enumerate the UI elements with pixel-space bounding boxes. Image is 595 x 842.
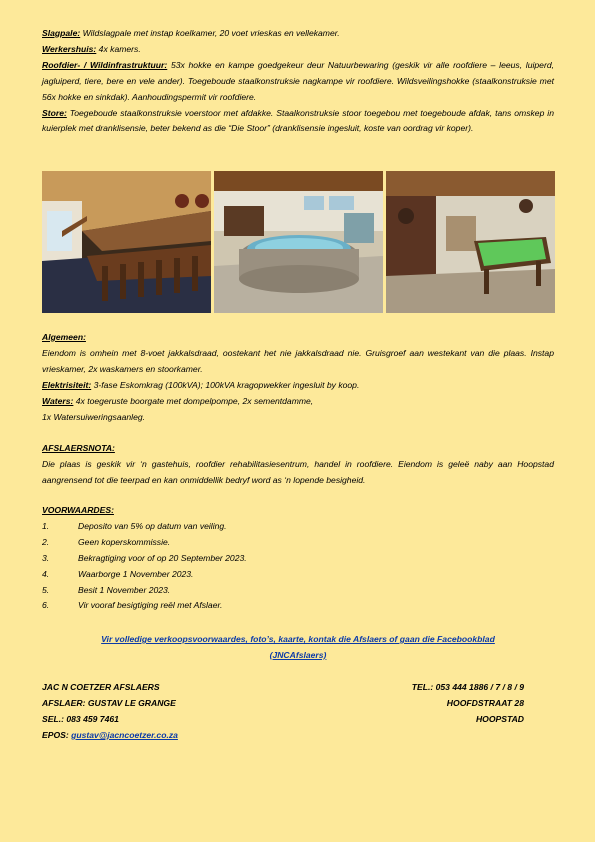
company-name: JAC N COETZER AFSLAERS	[42, 682, 160, 692]
voorwaardes-label: VOORWAARDES:	[42, 505, 114, 515]
condition-item: 6. Vir vooraf besigtiging reël met Afslaer.	[42, 600, 223, 611]
bar-interior-photo	[42, 171, 211, 313]
roofdier-text: 53x hokke en kampe goedgekeur deur Natuurbewaring (geskik vir alle roofdiere – leeus, luiperd, jagluiperd, tiere, bere en vele ander). Toegeboude staalkonstruksie nagkampe vir roofdiere. Wildsveilingshokke (staalkonstruksie met 56x hokke en sinkdak). Aanhoudingspermit vir roofdiere.	[42, 59, 554, 102]
condition-item: 2. Geen koperskommissie.	[42, 536, 171, 547]
algemeen-section	[42, 330, 554, 425]
condition-item: 4. Waarborge 1 November 2023.	[42, 568, 194, 579]
town: HOOPSTAD	[475, 714, 524, 724]
contact-block	[42, 679, 524, 743]
facebook-note-line2[interactable]: (JNCAfslaers)	[269, 650, 327, 660]
street-address: HOOFDSTRAAT 28	[446, 698, 524, 708]
elektrisiteit-text: 3-fase Eskomkrag (100kVA); 100kVA kragopwekker ingesluit by koop.	[91, 379, 360, 390]
afslaersnota-section	[42, 441, 554, 489]
werkershuis-text: 4x kamers.	[96, 43, 141, 54]
slagpale-label: Slagpale:	[42, 28, 81, 38]
condition-item: 5. Besit 1 November 2023.	[42, 584, 171, 595]
algemeen-label: Algemeen:	[42, 332, 86, 342]
cellphone: SEL.: 083 459 7461	[42, 714, 119, 724]
telephone: TEL.: 053 444 1886 / 7 / 8 / 9	[411, 682, 524, 692]
auctioneer-name: AFSLAER: GUSTAV LE GRANGE	[42, 698, 176, 708]
algemeen-text: Eiendom is omhein met 8-voet jakkalsdraad, oostekant het nie jakkalsdraad nie. Gruisgroef aan westekant van die plaas. Instap vrieskamer, 2x waskamers en stoorkamer.	[42, 347, 554, 374]
store-text: Toegeboude staalkonstruksie voerstoor met afdakke. Staalkonstruksie stoor toegebou met toegeboude afdak, tans omskep in kuierplek met dranklisensie, beter bekend as die “Die Stoor” (dranklisensie ingesluit, koste van oordrag vir koper).	[42, 107, 554, 134]
facebook-note[interactable]	[42, 631, 554, 663]
waters-text-2: 1x Watersuiweringsaanleg.	[42, 411, 146, 422]
afslaersnota-label: AFSLAERSNOTA:	[42, 443, 115, 453]
pool-interior-photo	[214, 171, 383, 313]
condition-item: 1. Deposito van 5% op datum van veiling.	[42, 520, 227, 531]
slagpale-text: Wildslagpale met instap koelkamer, 20 voet vrieskas en vellekamer.	[80, 28, 340, 38]
facebook-note-line1[interactable]: Vir volledige verkoopsvoorwaardes, foto’s, kaarte, kontak die Afslaers of gaan die Facebookblad	[101, 634, 495, 644]
voorwaardes-section	[42, 503, 554, 614]
email-link[interactable]: gustav@jacncoetzer.co.za	[71, 730, 178, 740]
waters-text: 4x toegeruste boorgate met dompelpompe, 2x sementdamme,	[73, 395, 314, 406]
elektrisiteit-label: Elektrisiteit:	[42, 379, 92, 390]
pool-table-photo	[386, 171, 555, 313]
store-label: Store:	[42, 107, 67, 118]
condition-item: 3. Bekragtiging voor of op 20 September 2023.	[42, 552, 247, 563]
werkershuis-label: Werkershuis:	[42, 43, 97, 54]
roofdier-label: Roofdier- / Wildinfrastruktuur:	[42, 59, 168, 70]
waters-label: Waters:	[42, 395, 74, 406]
email-label: EPOS:	[42, 730, 69, 740]
afslaersnota-text: Die plaas is geskik vir ‘n gastehuis, roofdier rehabilitasiesentrum, handel in roofdiere. Eiendom is geleë naby aan Hoopstad aangrensend tot die teerpad en kan onmiddellik bedryf word as ‘n lopende besigheid.	[42, 458, 554, 485]
property-details	[42, 26, 554, 137]
